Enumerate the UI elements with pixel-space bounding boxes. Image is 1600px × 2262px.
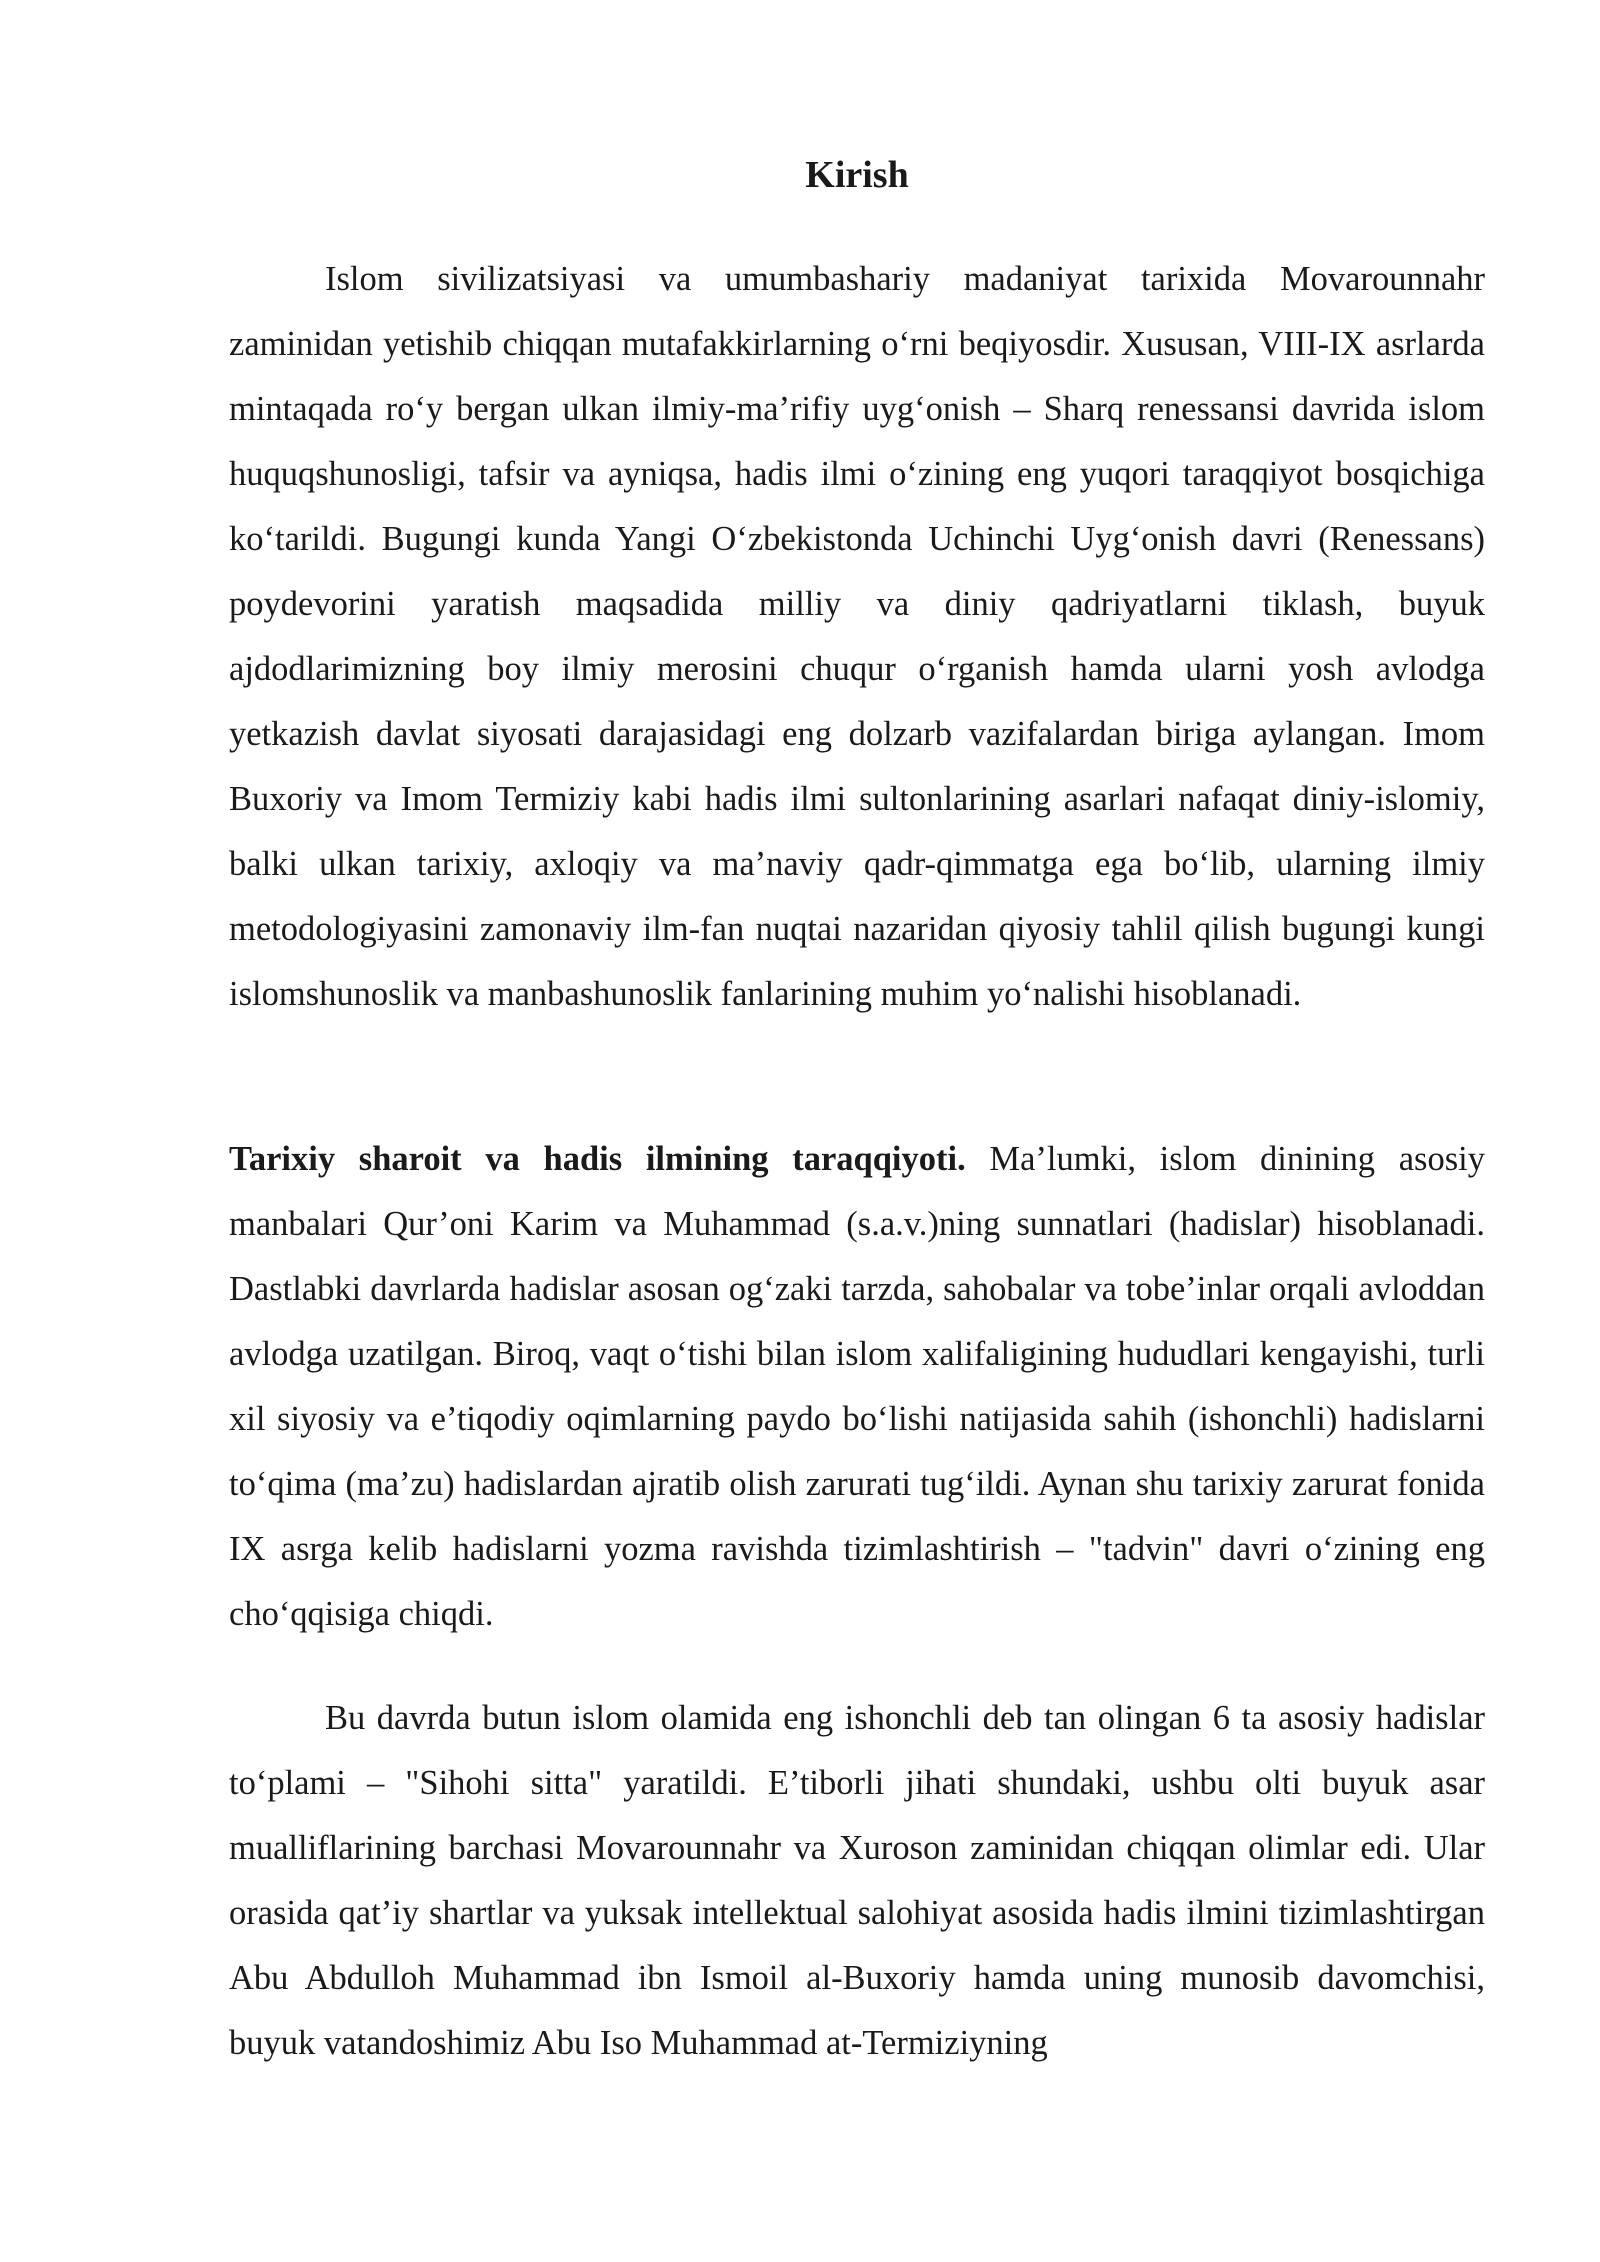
paragraph-historical-conditions [229,1127,1485,1647]
paragraph-text: Ma’lumki, islom dinining asosiy manbalari Qur’oni Karim va Muhammad (s.a.v.)ning sunnatlari (hadislar) hisoblanadi. Dastlabki davrlarda hadislar asosan og‘zaki tarzda, sahobalar va tobe’inlar orqali avloddan avlodga uzatilgan. Biroq, vaqt o‘tishi bilan islom xalifaligining hududlari kengayishi, turli xil siyosiy va e’tiqodiy oqimlarning paydo bo‘lishi natijasida sahih (ishonchli) hadislarni to‘qima (ma’zu) hadislardan ajratib olish zarurati tug‘ildi. Aynan shu tarixiy zarurat fonida IX asrga kelib hadislarni yozma ravishda tizimlashtirish – "tadvin" davri o‘zining eng cho‘qqisiga chiqdi. [229,1140,1485,1633]
paragraph-sihohi-sitta [229,1686,1485,2076]
paragraph-text: Islom sivilizatsiyasi va umumbashariy madaniyat tarixida Movarounnahr zaminidan yetishib chiqqan mutafakkirlarning o‘rni beqiyosdir. Xususan, VIII-IX asrlarda mintaqada ro‘y bergan ulkan ilmiy-ma’rifiy uyg‘onish – Sharq renessansi davrida islom huquqshunosligi, tafsir va ayniqsa, hadis ilmi o‘zining eng yuqori taraqqiyot bosqichiga ko‘tarildi. Bugungi kunda Yangi O‘zbekistonda Uchinchi Uyg‘onish davri (Renessans) poydevorini yaratish maqsadida milliy va diniy qadriyatlarni tiklash, buyuk ajdodlarimizning boy ilmiy merosini chuqur o‘rganish hamda ularni yosh avlodga yetkazish davlat siyosati darajasidagi eng dolzarb vazifalardan biriga aylangan. Imom Buxoriy va Imom Termiziy kabi hadis ilmi sultonlarining asarlari nafaqat diniy-islomiy, balki ulkan tarixiy, axloqiy va ma’naviy qadr-qimmatga ega bo‘lib, ularning ilmiy metodologiyasini zamonaviy ilm-fan nuqtai nazaridan qiyosiy tahlil qilish bugungi kungi islomshunoslik va manbashunoslik fanlarining muhim yo‘nalishi hisoblanadi. [229,260,1485,1013]
document-page [229,0,1485,2262]
paragraph-text: Bu davrda butun islom olamida eng ishonchli deb tan olingan 6 ta asosiy hadislar to‘plami – "Sihohi sitta" yaratildi. E’tiborli jihati shundaki, ushbu olti buyuk asar mualliflarining barchasi Movarounnahr va Xuroson zaminidan chiqqan olimlar edi. Ular orasida qat’iy shartlar va yuksak intellektual salohiyat asosida hadis ilmini tizimlashtirgan Abu Abdulloh Muhammad ibn Ismoil al-Buxoriy hamda uning munosib davomchisi, buyuk vatandoshimiz Abu Iso Muhammad at-Termiziyning [229,1699,1485,2062]
paragraph-introduction [229,247,1485,1027]
section-lead-heading: Tarixiy sharoit va hadis ilmining taraqqiyoti. [229,1140,966,1178]
page-title: Kirish [805,154,909,196]
